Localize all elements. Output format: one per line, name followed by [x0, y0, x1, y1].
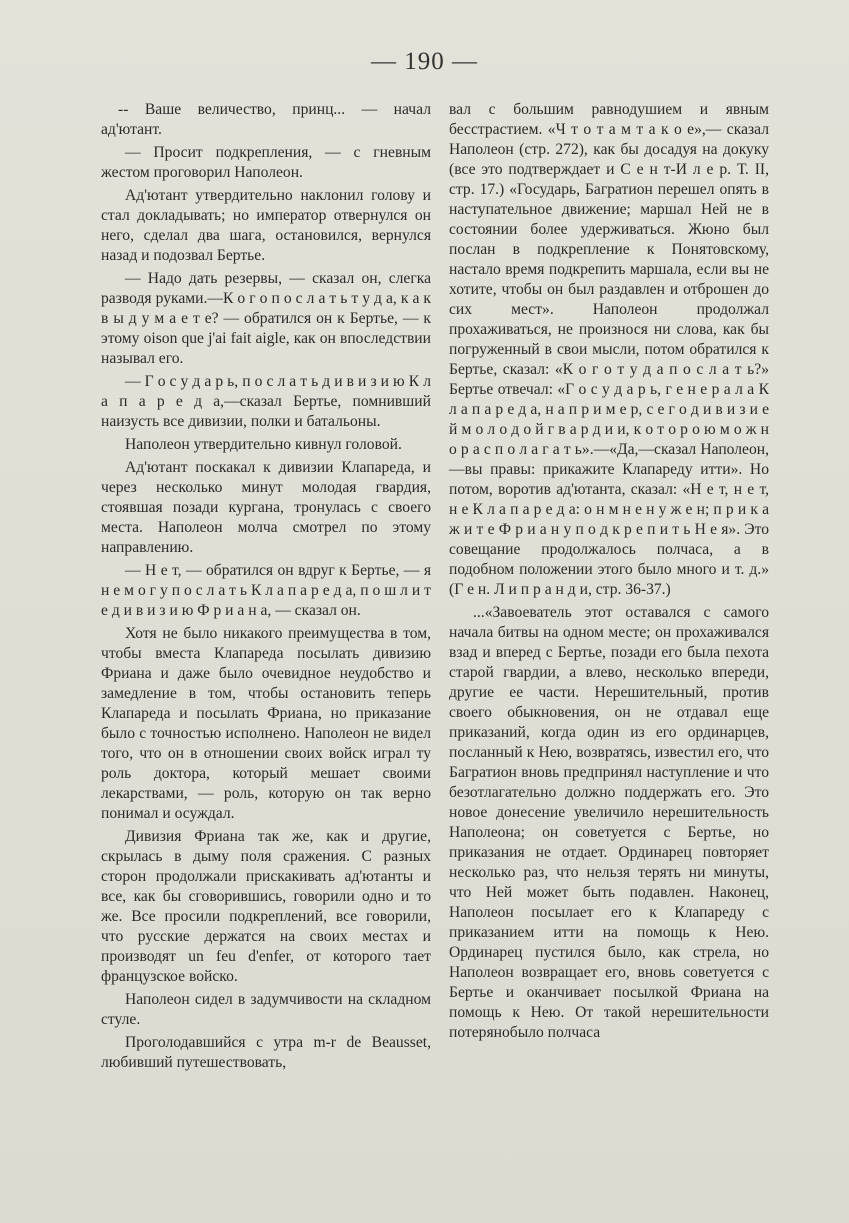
paragraph: — Н е т, — обратился он вдруг к Бертье, — я н е м о г у п о с л а т ь К л а п а р е д а, п о ш л и т е д и в и з и ю Ф р и а н а, — сказал он.: [101, 562, 431, 619]
paragraph: -- Ваше величество, принц... — начал ад'ютант.: [101, 101, 431, 138]
right-column: [449, 100, 769, 1046]
paragraph: Хотя не было никакого преимущества в том, чтобы вместа Клапареда посылать дивизию Фриана и даже было очевидное неудобство и замедление в том, чтобы остановить теперь Клапареда и посылать Фриана, но приказание было с точностью исполнено. Наполеон не видел того, что он в отношении своих войск играл ту роль доктора, который мешает своими лекарствами, — роль, которую он так верно понимал и осуждал.: [101, 625, 431, 822]
paragraph: — Просит подкрепления, — с гневным жестом проговорил Наполеон.: [101, 144, 431, 181]
paragraph: Проголодавшийся с утра m-r de Beausset, любивший путешествовать,: [101, 1034, 431, 1071]
paragraph: — Надо дать резервы, — сказал он, слегка разводя руками.—К о г о п о с л а т ь т у д а, к а к в ы д у м а е т е? — обратился он к Бертье, — к этому oison que j'ai fait aigle, как он впоследствии называл его.: [101, 270, 431, 367]
paragraph: Ад'ютант утвердительно наклонил голову и стал докладывать; но император отвернулся он него, сделал два шага, остановился, вернулся назад и подозвал Бертье.: [101, 187, 431, 264]
page-number: — 190 —: [371, 48, 478, 75]
paragraph: Наполеон утвердительно кивнул головой.: [125, 436, 402, 453]
paragraph: Дивизия Фриана так же, как и другие, скрылась в дыму поля сражения. С разных сторон продолжали прискакивать ад'ютанты и все, как бы сговорившись, говорили одно и то же. Все просили подкреплений, все говорили, что русские держатся на своих местах и производят un feu d'enfer, от которого тает французское войско.: [101, 828, 431, 985]
paragraph: — Г о с у д а р ь, п о с л а т ь д и в и з и ю К л а п а р е д а,—сказал Бертье, помнивший наизусть все дивизии, полки и батальоны.: [101, 373, 431, 430]
left-column: [101, 100, 431, 1076]
paragraph: Ад'ютант поскакал к дивизии Клапареда, и через несколько минут молодая гвардия, стоявшая позади кургана, тронулась с своего места. Наполеон молча смотрел по этому направлению.: [101, 459, 431, 556]
continued-paragraph: вал с большим равнодушием и явным бесстрастием. «Ч т о т а м т а к о е»,— сказал Наполеон (стр. 272), как бы досадуя на докуку (все это подтверждает и С е н т-И л е р. Т. II, стр. 17.) «Государь, Багратион перешел опять в наступательное движение; маршал Ней не в состоянии более удерживаться. Жюно был послан в подкрепление к Понятовскому, настало время подкрепить маршала, если вы не хотите, чтобы он был раздавлен и отброшен до сих мест». Наполеон продолжал прохаживаться, не произнося ни слова, как бы погруженный в свои мысли, потом обратился к Бертье, сказал: «К о г о т у д а п о с л а т ь?» Бертье отвечал: «Г о с у д а р ь, г е н е р а л а К л а п а р е д а, н а п р и м е р, с е г о д и в и з и е й м о л о д о й г в а р д и и, к о т о р о ю м о ж н о р а с п о л а г а т ь».—«Да,—сказал Наполеон,—вы правы: прикажите Клапареду итти». Но потом, воротив ад'ютанта, сказал: «Н е т, н е т, н е К л а п а р е д а: о н м н е н у ж е н; п р и к а ж и т е Ф р и а н у п о д к р е п и т ь Н е я». Это совещание продолжалось полчаса, а в подобном положении этого было много и т. д.» (Г е н. Л и п р а н д и, стр. 36-37.): [449, 101, 769, 598]
paragraph: ...«Завоеватель этот оставался с самого начала битвы на одном месте; он прохаживался взад и вперед с Бертье, позади его была пехота старой гвардии, а влево, несколько впереди, другие ее части. Нерешительный, против своего обыкновения, он не отдавал еще приказаний, когда один из его ординарцев, посланный к Нею, возвратясь, известил его, что Багратион вновь предпринял наступление и что безотлагательно должно поддержать его. Это новое донесение увеличило нерешительность Наполеона; он советуется с Бертье, но приказания не отдает. Ординарец повторяет несколько раз, что нельзя терять ни минуты, что Ней может быть подавлен. Наконец, Наполеон посылает его к Клапареду с приказанием итти на помощь к Нею. Ординарец пустился было, как стрела, но Наполеон возвращает его, вновь советуется с Бертье и оканчивает посылкой Фриана на помощь к Нею. От такой нерешительности потерянобыло полчаса: [449, 604, 769, 1041]
paragraph: Наполеон сидел в задумчивости на складном стуле.: [101, 991, 431, 1028]
